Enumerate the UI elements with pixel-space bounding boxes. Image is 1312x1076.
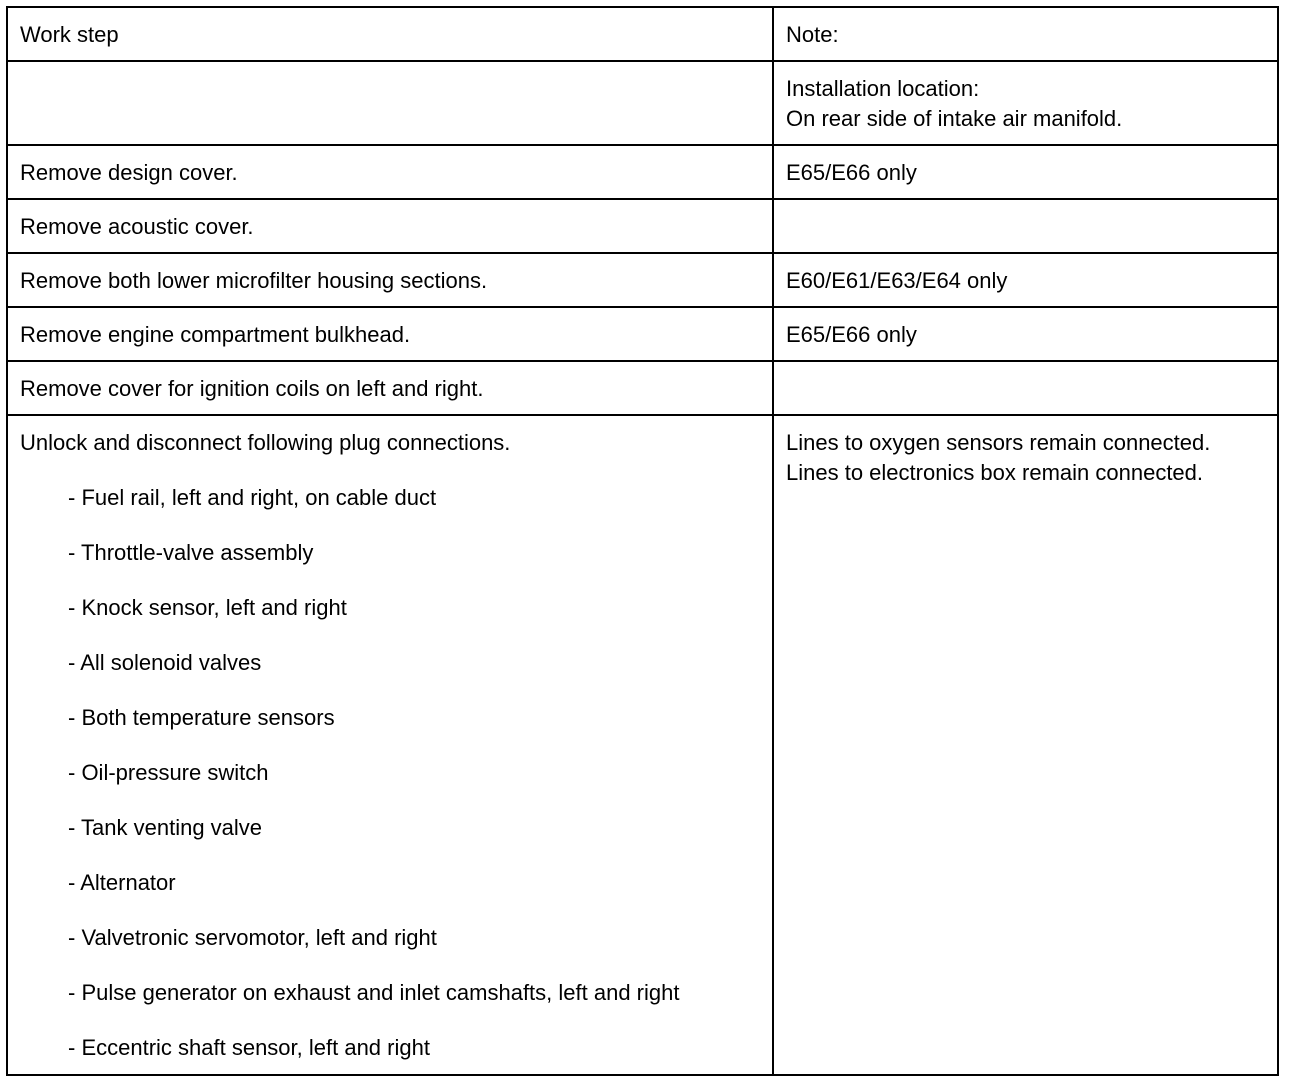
plug-connection-item: - All solenoid valves [68, 650, 262, 675]
work-step-cell: Remove cover for ignition coils on left and right. [7, 361, 773, 415]
note-cell [773, 61, 1278, 145]
work-step-cell: Remove both lower microfilter housing sections. [7, 253, 773, 307]
plug-connection-item: - Knock sensor, left and right [68, 595, 347, 620]
table-row [7, 307, 1278, 361]
table-row [7, 415, 1278, 1075]
plug-connection-item: - Eccentric shaft sensor, left and right [68, 1035, 430, 1060]
plug-connection-item: - Fuel rail, left and right, on cable duct [68, 485, 437, 510]
plug-connection-item: - Alternator [68, 870, 176, 895]
table-row [7, 61, 1278, 145]
plug-connection-item: - Oil-pressure switch [68, 760, 269, 785]
note-line: Lines to electronics box remain connected. [786, 460, 1204, 485]
note-cell [773, 361, 1278, 415]
work-step-header: Work step [7, 7, 773, 61]
plug-connection-item: - Tank venting valve [68, 815, 263, 840]
note-line: E65/E66 only [786, 322, 917, 347]
work-step-cell [7, 415, 773, 1075]
note-line: E65/E66 only [786, 160, 917, 185]
work-step-cell: Remove engine compartment bulkhead. [7, 307, 773, 361]
work-step-cell: Remove acoustic cover. [7, 199, 773, 253]
note-cell [773, 253, 1278, 307]
note-line: Lines to oxygen sensors remain connected. [786, 430, 1211, 455]
plug-connection-item: - Pulse generator on exhaust and inlet camshafts, left and right [68, 980, 680, 1005]
work-step-cell: Remove design cover. [7, 145, 773, 199]
note-cell [773, 145, 1278, 199]
table-row [7, 361, 1278, 415]
table-row [7, 145, 1278, 199]
plug-connections-heading: Unlock and disconnect following plug connections. [20, 430, 511, 455]
work-step-cell [7, 61, 773, 145]
note-cell [773, 199, 1278, 253]
note-line: E60/E61/E63/E64 only [786, 268, 1008, 293]
table-row [7, 253, 1278, 307]
note-line: Installation location: [786, 76, 980, 101]
procedure-table [6, 6, 1279, 1076]
plug-connection-item: - Valvetronic servomotor, left and right [68, 925, 437, 950]
note-header: Note: [773, 7, 1278, 61]
plug-connection-item: - Throttle-valve assembly [68, 540, 314, 565]
table-row [7, 199, 1278, 253]
note-line: On rear side of intake air manifold. [786, 106, 1123, 131]
plug-connection-item: - Both temperature sensors [68, 705, 335, 730]
note-cell [773, 415, 1278, 1075]
table-header-row [7, 7, 1278, 61]
note-cell [773, 307, 1278, 361]
